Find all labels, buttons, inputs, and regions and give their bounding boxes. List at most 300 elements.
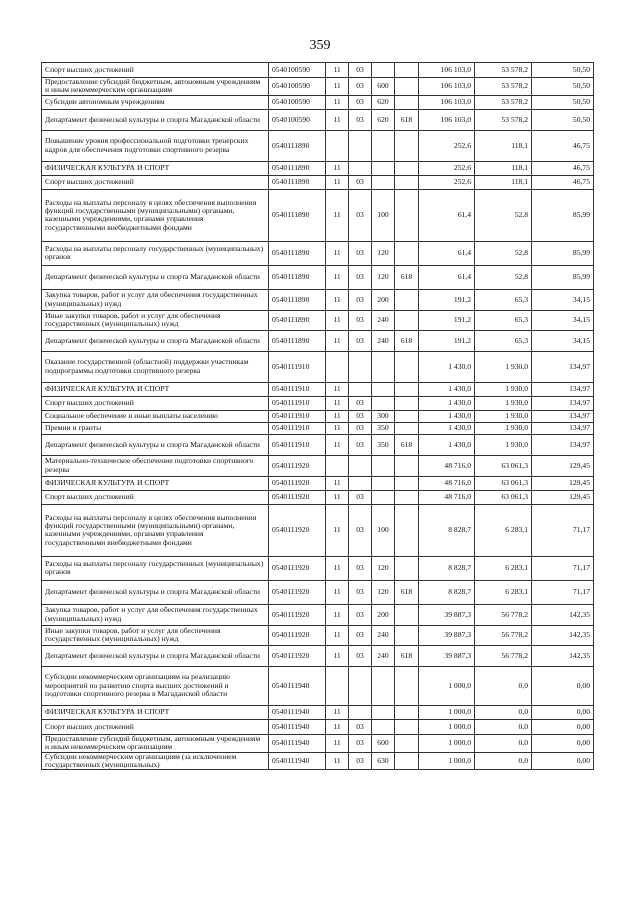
kcsr-code: 0540111910: [269, 351, 326, 382]
rz-code: 11: [326, 734, 349, 752]
row-name: Департамент физической культуры и спорта Магаданской области: [42, 330, 269, 351]
pr-code: [349, 705, 372, 719]
row-name: Департамент физической культуры и спорта Магаданской области: [42, 645, 269, 666]
planned-amount: 1 430,0: [419, 410, 475, 422]
kcsr-code: 0540111920: [269, 556, 326, 580]
planned-amount: 1 000,0: [419, 705, 475, 719]
vr-code: 630: [372, 752, 395, 770]
kcsr-code: 0540111920: [269, 580, 326, 604]
executed-amount: 63 061,3: [475, 476, 532, 490]
grbs-code: 618: [395, 645, 419, 666]
executed-amount: 65,3: [475, 330, 532, 351]
table-row: [42, 645, 594, 666]
vr-code: 600: [372, 78, 395, 96]
rz-code: 11: [326, 109, 349, 130]
pr-code: 03: [349, 95, 372, 109]
planned-amount: 61,4: [419, 265, 475, 289]
grbs-code: 618: [395, 265, 419, 289]
rz-code: 11: [326, 490, 349, 504]
kcsr-code: 0540111920: [269, 645, 326, 666]
planned-amount: 61,4: [419, 241, 475, 265]
executed-amount: 1 930,0: [475, 351, 532, 382]
grbs-code: [395, 625, 419, 645]
executed-amount: 6 283,1: [475, 580, 532, 604]
execution-percent: 0,00: [532, 752, 594, 770]
vr-code: 350: [372, 422, 395, 434]
rz-code: 11: [326, 476, 349, 490]
pr-code: 03: [349, 189, 372, 241]
pr-code: [349, 476, 372, 490]
planned-amount: 191,2: [419, 330, 475, 351]
row-name: Предоставление субсидий бюджетным, автономным учреждениям и иным некоммерческим организациям: [42, 78, 269, 96]
executed-amount: 118,1: [475, 161, 532, 175]
row-name: ФИЗИЧЕСКАЯ КУЛЬТУРА И СПОРТ: [42, 476, 269, 490]
table-row: [42, 580, 594, 604]
table-row: [42, 476, 594, 490]
grbs-code: [395, 556, 419, 580]
grbs-code: 618: [395, 580, 419, 604]
planned-amount: 48 716,0: [419, 490, 475, 504]
pr-code: 03: [349, 289, 372, 310]
vr-code: [372, 175, 395, 189]
pr-code: 03: [349, 556, 372, 580]
execution-percent: 0,00: [532, 666, 594, 705]
planned-amount: 1 000,0: [419, 752, 475, 770]
kcsr-code: 0540111920: [269, 625, 326, 645]
pr-code: 03: [349, 504, 372, 556]
table-row: [42, 310, 594, 330]
pr-code: 03: [349, 265, 372, 289]
execution-percent: 34,15: [532, 289, 594, 310]
kcsr-code: 0540100590: [269, 95, 326, 109]
planned-amount: 39 887,3: [419, 645, 475, 666]
budget-table-body: [42, 63, 594, 770]
kcsr-code: 0540111940: [269, 719, 326, 734]
kcsr-code: 0540111910: [269, 434, 326, 455]
grbs-code: [395, 396, 419, 410]
row-name: Повышение уровня профессиональной подготовки тренерских кадров для обеспечения подготовки спортивного резерва: [42, 130, 269, 161]
grbs-code: [395, 410, 419, 422]
pr-code: [349, 130, 372, 161]
execution-percent: 142,35: [532, 604, 594, 625]
execution-percent: 46,75: [532, 130, 594, 161]
rz-code: 11: [326, 63, 349, 78]
vr-code: [372, 490, 395, 504]
vr-code: 240: [372, 625, 395, 645]
execution-percent: 129,45: [532, 490, 594, 504]
vr-code: [372, 63, 395, 78]
pr-code: [349, 161, 372, 175]
row-name: ФИЗИЧЕСКАЯ КУЛЬТУРА И СПОРТ: [42, 705, 269, 719]
executed-amount: 6 283,1: [475, 504, 532, 556]
executed-amount: 56 778,2: [475, 645, 532, 666]
table-row: [42, 422, 594, 434]
execution-percent: 50,50: [532, 109, 594, 130]
grbs-code: [395, 719, 419, 734]
rz-code: 11: [326, 625, 349, 645]
row-name: Материально-техническое обеспечение подготовки спортивного резерва: [42, 455, 269, 476]
executed-amount: 1 930,0: [475, 434, 532, 455]
kcsr-code: 0540100590: [269, 109, 326, 130]
executed-amount: 53 578,2: [475, 63, 532, 78]
table-row: [42, 504, 594, 556]
table-row: [42, 189, 594, 241]
kcsr-code: 0540111920: [269, 504, 326, 556]
table-row: [42, 289, 594, 310]
pr-code: 03: [349, 645, 372, 666]
row-name: Спорт высших достижений: [42, 396, 269, 410]
grbs-code: [395, 422, 419, 434]
table-row: [42, 556, 594, 580]
rz-code: [326, 666, 349, 705]
execution-percent: 46,75: [532, 161, 594, 175]
table-row: [42, 78, 594, 96]
vr-code: 200: [372, 289, 395, 310]
executed-amount: 0,0: [475, 752, 532, 770]
vr-code: [372, 161, 395, 175]
row-name: Департамент физической культуры и спорта Магаданской области: [42, 109, 269, 130]
executed-amount: 1 930,0: [475, 410, 532, 422]
row-name: Субсидии автономным учреждениям: [42, 95, 269, 109]
table-row: [42, 666, 594, 705]
vr-code: [372, 455, 395, 476]
row-name: Спорт высших достижений: [42, 490, 269, 504]
grbs-code: [395, 504, 419, 556]
table-row: [42, 734, 594, 752]
planned-amount: 106 103,0: [419, 63, 475, 78]
execution-percent: 134,97: [532, 382, 594, 396]
kcsr-code: 0540111890: [269, 330, 326, 351]
table-row: [42, 351, 594, 382]
pr-code: 03: [349, 580, 372, 604]
vr-code: 200: [372, 604, 395, 625]
rz-code: 11: [326, 604, 349, 625]
pr-code: 03: [349, 310, 372, 330]
grbs-code: [395, 130, 419, 161]
planned-amount: 1 000,0: [419, 666, 475, 705]
row-name: Расходы на выплаты персоналу государственных (муниципальных) органов: [42, 556, 269, 580]
planned-amount: 48 716,0: [419, 476, 475, 490]
kcsr-code: 0540100590: [269, 78, 326, 96]
rz-code: 11: [326, 504, 349, 556]
rz-code: 11: [326, 161, 349, 175]
pr-code: 03: [349, 604, 372, 625]
execution-percent: 134,97: [532, 351, 594, 382]
kcsr-code: 0540111890: [269, 130, 326, 161]
grbs-code: 618: [395, 434, 419, 455]
page-number: 359: [309, 38, 331, 53]
grbs-code: [395, 705, 419, 719]
kcsr-code: 0540111920: [269, 604, 326, 625]
grbs-code: [395, 490, 419, 504]
rz-code: 11: [326, 396, 349, 410]
pr-code: [349, 666, 372, 705]
row-name: Департамент физической культуры и спорта Магаданской области: [42, 580, 269, 604]
vr-code: 240: [372, 310, 395, 330]
rz-code: 11: [326, 719, 349, 734]
executed-amount: 63 061,3: [475, 490, 532, 504]
rz-code: 11: [326, 580, 349, 604]
pr-code: 03: [349, 241, 372, 265]
pr-code: [349, 351, 372, 382]
grbs-code: [395, 666, 419, 705]
grbs-code: [395, 351, 419, 382]
row-name: Спорт высших достижений: [42, 175, 269, 189]
executed-amount: 118,1: [475, 175, 532, 189]
pr-code: 03: [349, 490, 372, 504]
rz-code: [326, 130, 349, 161]
pr-code: 03: [349, 719, 372, 734]
kcsr-code: 0540111940: [269, 734, 326, 752]
row-name: Закупка товаров, работ и услуг для обеспечения государственных (муниципальных) нужд: [42, 289, 269, 310]
vr-code: [372, 351, 395, 382]
execution-percent: 71,17: [532, 504, 594, 556]
rz-code: 11: [326, 241, 349, 265]
table-row: [42, 241, 594, 265]
execution-percent: 50,50: [532, 78, 594, 96]
rz-code: 11: [326, 95, 349, 109]
row-name: Спорт высших достижений: [42, 719, 269, 734]
kcsr-code: 0540111910: [269, 422, 326, 434]
vr-code: 620: [372, 109, 395, 130]
row-name: Закупка товаров, работ и услуг для обеспечения государственных (муниципальных) нужд: [42, 604, 269, 625]
pr-code: 03: [349, 330, 372, 351]
row-name: Иные закупки товаров, работ и услуг для обеспечения государственных (муниципальных) нужд: [42, 625, 269, 645]
kcsr-code: 0540111920: [269, 476, 326, 490]
executed-amount: 52,8: [475, 241, 532, 265]
execution-percent: 134,97: [532, 396, 594, 410]
pr-code: 03: [349, 63, 372, 78]
table-row: [42, 719, 594, 734]
execution-percent: 134,97: [532, 422, 594, 434]
rz-code: 11: [326, 310, 349, 330]
kcsr-code: 0540111890: [269, 175, 326, 189]
table-row: [42, 625, 594, 645]
vr-code: [372, 719, 395, 734]
executed-amount: 0,0: [475, 705, 532, 719]
pr-code: [349, 455, 372, 476]
table-row: [42, 434, 594, 455]
planned-amount: 1 000,0: [419, 734, 475, 752]
executed-amount: 52,8: [475, 265, 532, 289]
row-name: Департамент физической культуры и спорта Магаданской области: [42, 434, 269, 455]
rz-code: 11: [326, 556, 349, 580]
kcsr-code: 0540111910: [269, 410, 326, 422]
vr-code: 100: [372, 189, 395, 241]
pr-code: 03: [349, 410, 372, 422]
execution-percent: 71,17: [532, 580, 594, 604]
rz-code: 11: [326, 265, 349, 289]
executed-amount: 1 930,0: [475, 422, 532, 434]
executed-amount: 53 578,2: [475, 95, 532, 109]
grbs-code: [395, 604, 419, 625]
table-row: [42, 490, 594, 504]
executed-amount: 52,8: [475, 189, 532, 241]
grbs-code: [395, 63, 419, 78]
grbs-code: [395, 476, 419, 490]
pr-code: 03: [349, 625, 372, 645]
vr-code: 120: [372, 556, 395, 580]
executed-amount: 56 778,2: [475, 604, 532, 625]
kcsr-code: 0540111940: [269, 752, 326, 770]
kcsr-code: 0540111890: [269, 241, 326, 265]
execution-percent: 34,15: [532, 330, 594, 351]
executed-amount: 6 283,1: [475, 556, 532, 580]
kcsr-code: 0540111910: [269, 382, 326, 396]
executed-amount: 1 930,0: [475, 396, 532, 410]
execution-percent: 142,35: [532, 645, 594, 666]
execution-percent: 134,97: [532, 410, 594, 422]
vr-code: [372, 666, 395, 705]
planned-amount: 8 828,7: [419, 580, 475, 604]
planned-amount: 1 430,0: [419, 351, 475, 382]
kcsr-code: 0540111940: [269, 705, 326, 719]
kcsr-code: 0540111890: [269, 310, 326, 330]
execution-percent: 134,97: [532, 434, 594, 455]
table-row: [42, 63, 594, 78]
vr-code: [372, 396, 395, 410]
grbs-code: [395, 241, 419, 265]
kcsr-code: 0540111890: [269, 289, 326, 310]
planned-amount: 106 103,0: [419, 78, 475, 96]
executed-amount: 118,1: [475, 130, 532, 161]
table-row: [42, 161, 594, 175]
execution-percent: 71,17: [532, 556, 594, 580]
rz-code: [326, 351, 349, 382]
row-name: Расходы на выплаты персоналу в целях обеспечения выполнения функций государственными (муниципальными) органами, казенными учреждениями, органами управления государственными внебюджетными фондами: [42, 189, 269, 241]
executed-amount: 0,0: [475, 666, 532, 705]
grbs-code: [395, 289, 419, 310]
row-name: Субсидии некоммерческим организациям (за исключением государственных (муниципальных): [42, 752, 269, 770]
vr-code: 620: [372, 95, 395, 109]
kcsr-code: 0540111890: [269, 161, 326, 175]
planned-amount: 106 103,0: [419, 109, 475, 130]
kcsr-code: 0540111920: [269, 490, 326, 504]
vr-code: 300: [372, 410, 395, 422]
rz-code: 11: [326, 752, 349, 770]
rz-code: 11: [326, 645, 349, 666]
executed-amount: 53 578,2: [475, 109, 532, 130]
table-row: [42, 604, 594, 625]
row-name: Расходы на выплаты персоналу в целях обеспечения выполнения функций государственными (муниципальными) органами, казенными учреждениями, органами управления государственными внебюджетными фондами: [42, 504, 269, 556]
execution-percent: 34,15: [532, 310, 594, 330]
vr-code: [372, 705, 395, 719]
pr-code: 03: [349, 175, 372, 189]
planned-amount: 39 887,3: [419, 625, 475, 645]
table-row: [42, 455, 594, 476]
table-row: [42, 410, 594, 422]
pr-code: 03: [349, 734, 372, 752]
execution-percent: 85,99: [532, 265, 594, 289]
kcsr-code: 0540111890: [269, 265, 326, 289]
kcsr-code: 0540111910: [269, 396, 326, 410]
pr-code: 03: [349, 422, 372, 434]
planned-amount: 1 430,0: [419, 422, 475, 434]
execution-percent: 129,45: [532, 455, 594, 476]
executed-amount: 0,0: [475, 719, 532, 734]
planned-amount: 61,4: [419, 189, 475, 241]
row-name: Предоставление субсидий бюджетным, автономным учреждениям и иным некоммерческим организациям: [42, 734, 269, 752]
executed-amount: 1 930,0: [475, 382, 532, 396]
planned-amount: 48 716,0: [419, 455, 475, 476]
planned-amount: 1 430,0: [419, 382, 475, 396]
rz-code: [326, 455, 349, 476]
execution-percent: 142,35: [532, 625, 594, 645]
rz-code: 11: [326, 422, 349, 434]
planned-amount: 191,2: [419, 289, 475, 310]
planned-amount: 1 430,0: [419, 396, 475, 410]
grbs-code: [395, 752, 419, 770]
grbs-code: [395, 310, 419, 330]
execution-percent: 129,45: [532, 476, 594, 490]
grbs-code: [395, 455, 419, 476]
rz-code: 11: [326, 434, 349, 455]
vr-code: [372, 130, 395, 161]
planned-amount: 39 887,3: [419, 604, 475, 625]
pr-code: 03: [349, 396, 372, 410]
vr-code: 240: [372, 330, 395, 351]
row-name: Спорт высших достижений: [42, 63, 269, 78]
vr-code: 600: [372, 734, 395, 752]
table-row: [42, 175, 594, 189]
planned-amount: 106 103,0: [419, 95, 475, 109]
execution-percent: 46,75: [532, 175, 594, 189]
vr-code: 100: [372, 504, 395, 556]
vr-code: 120: [372, 241, 395, 265]
pr-code: 03: [349, 78, 372, 96]
grbs-code: 618: [395, 330, 419, 351]
pr-code: 03: [349, 434, 372, 455]
planned-amount: 252,6: [419, 161, 475, 175]
planned-amount: 191,2: [419, 310, 475, 330]
rz-code: 11: [326, 189, 349, 241]
planned-amount: 252,6: [419, 130, 475, 161]
table-row: [42, 265, 594, 289]
table-row: [42, 95, 594, 109]
row-name: Социальное обеспечение и иные выплаты населению: [42, 410, 269, 422]
table-row: [42, 330, 594, 351]
vr-code: 120: [372, 580, 395, 604]
row-name: Премии и гранты: [42, 422, 269, 434]
pr-code: [349, 382, 372, 396]
planned-amount: 252,6: [419, 175, 475, 189]
planned-amount: 8 828,7: [419, 504, 475, 556]
vr-code: 240: [372, 645, 395, 666]
row-name: Расходы на выплаты персоналу государственных (муниципальных) органов: [42, 241, 269, 265]
execution-percent: 85,99: [532, 241, 594, 265]
row-name: ФИЗИЧЕСКАЯ КУЛЬТУРА И СПОРТ: [42, 161, 269, 175]
grbs-code: [395, 734, 419, 752]
grbs-code: [395, 161, 419, 175]
table-row: [42, 705, 594, 719]
grbs-code: [395, 189, 419, 241]
row-name: Департамент физической культуры и спорта Магаданской области: [42, 265, 269, 289]
vr-code: 350: [372, 434, 395, 455]
rz-code: 11: [326, 289, 349, 310]
execution-percent: 0,00: [532, 705, 594, 719]
execution-percent: 50,50: [532, 95, 594, 109]
pr-code: 03: [349, 752, 372, 770]
table-row: [42, 130, 594, 161]
rz-code: 11: [326, 78, 349, 96]
rz-code: 11: [326, 330, 349, 351]
kcsr-code: 0540111890: [269, 189, 326, 241]
budget-table: [41, 62, 594, 770]
executed-amount: 53 578,2: [475, 78, 532, 96]
kcsr-code: 0540100590: [269, 63, 326, 78]
planned-amount: 8 828,7: [419, 556, 475, 580]
row-name: Субсидии некоммерческим организациям на реализацию мероприятий по развитию спорта высших достижений и подготовки спортивного резерва в Магаданской области: [42, 666, 269, 705]
